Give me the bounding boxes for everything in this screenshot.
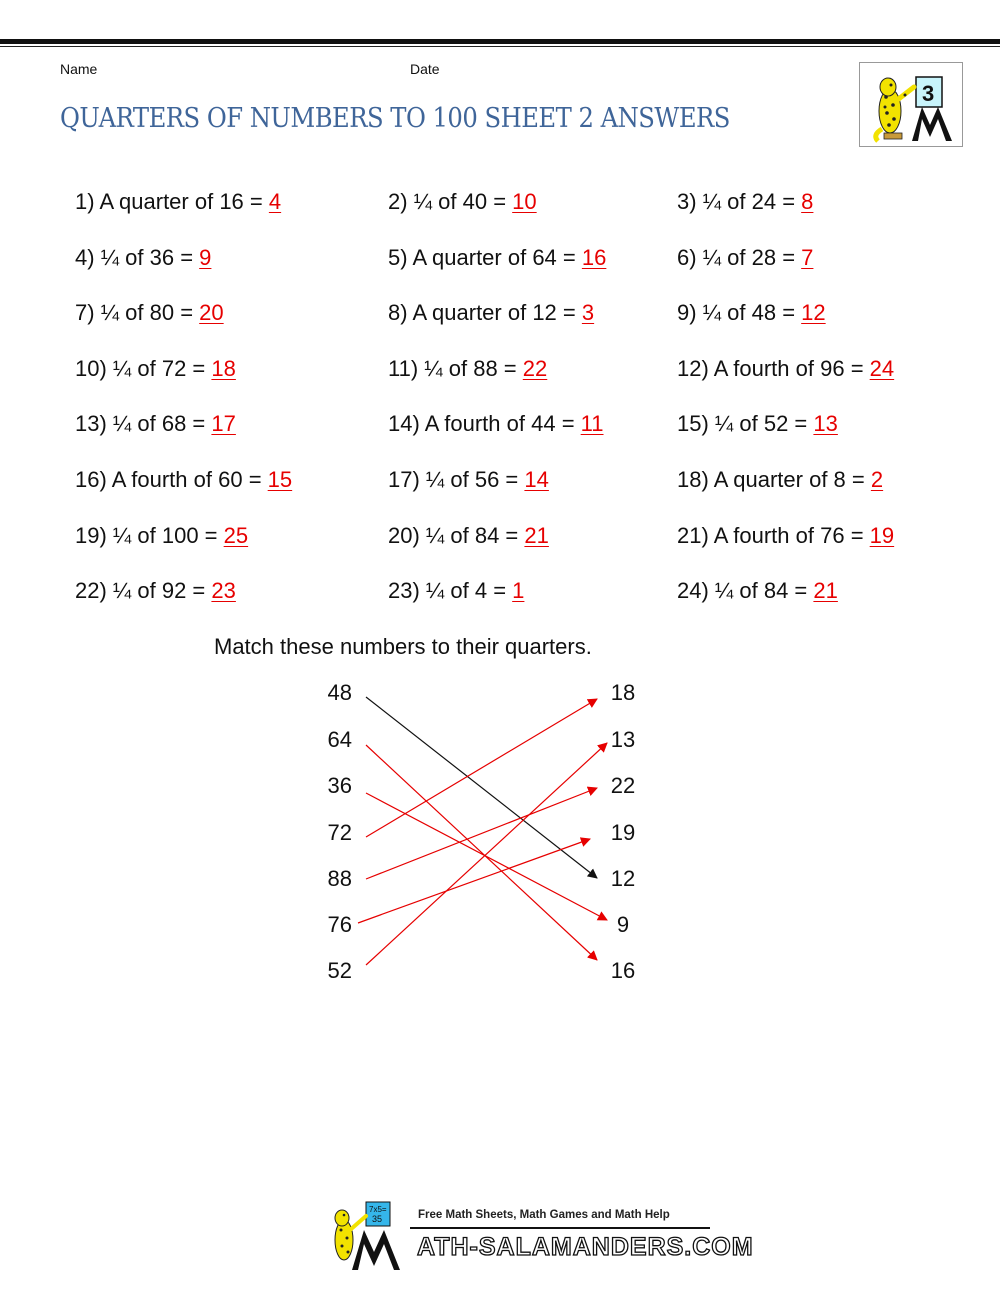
question-text: A fourth of 76 = bbox=[713, 523, 864, 548]
arrow-64-to-16 bbox=[366, 745, 597, 960]
date-label: Date bbox=[410, 61, 440, 77]
question-number: 17) bbox=[388, 467, 420, 492]
question-number: 16) bbox=[75, 467, 107, 492]
match-left-number: 52 bbox=[327, 958, 352, 983]
question-text: ¼ of 84 = bbox=[425, 523, 519, 548]
match-right-number: 16 bbox=[610, 958, 636, 983]
question-number: 2) bbox=[388, 189, 408, 214]
question-number: 14) bbox=[388, 411, 420, 436]
question-number: 12) bbox=[677, 356, 709, 381]
answer-value: 17 bbox=[211, 411, 236, 436]
answer-value: 22 bbox=[522, 356, 548, 381]
question-number: 3) bbox=[677, 189, 697, 214]
arrow-76-to-19 bbox=[358, 839, 590, 923]
question-text: ¼ of 40 = bbox=[413, 189, 507, 214]
page-title: QUARTERS OF NUMBERS TO 100 SHEET 2 ANSWERS bbox=[60, 103, 730, 134]
match-left-number: 72 bbox=[327, 820, 352, 845]
answer-value: 1 bbox=[512, 578, 525, 603]
svg-text:35: 35 bbox=[372, 1214, 383, 1224]
question-text: ¼ of 92 = bbox=[112, 578, 206, 603]
answer-value: 16 bbox=[581, 245, 607, 270]
arrow-72-to-18 bbox=[366, 699, 597, 837]
answer-value: 18 bbox=[211, 356, 236, 381]
question-text: ¼ of 48 = bbox=[702, 300, 796, 325]
answer-value: 2 bbox=[870, 467, 884, 492]
footer-divider bbox=[410, 1227, 710, 1229]
name-label: Name bbox=[60, 61, 98, 77]
answer-value: 11 bbox=[580, 411, 604, 436]
question-number: 11) bbox=[388, 356, 419, 381]
match-right-number: 22 bbox=[610, 773, 636, 798]
answer-value: 21 bbox=[524, 523, 549, 548]
question-number: 6) bbox=[677, 245, 697, 270]
answer-value: 19 bbox=[869, 523, 895, 548]
answer-value: 20 bbox=[199, 300, 224, 325]
question-number: 21) bbox=[677, 523, 709, 548]
question-text: A fourth of 96 = bbox=[713, 356, 864, 381]
question-text: ¼ of 100 = bbox=[112, 523, 218, 548]
arrow-88-to-22 bbox=[366, 788, 597, 879]
question-number: 15) bbox=[677, 411, 709, 436]
question-text: A quarter of 8 = bbox=[713, 467, 865, 492]
answer-value: 10 bbox=[512, 189, 537, 214]
question-text: ¼ of 4 = bbox=[425, 578, 507, 603]
question-number: 10) bbox=[75, 356, 107, 381]
match-left-number: 76 bbox=[327, 912, 352, 937]
footer-brand bbox=[322, 1200, 754, 1272]
question-text: A fourth of 60 = bbox=[111, 467, 262, 492]
arrow-48-to-12 bbox=[366, 697, 597, 878]
question-number: 20) bbox=[388, 523, 420, 548]
answer-value: 15 bbox=[267, 467, 293, 492]
question-text: ¼ of 72 = bbox=[112, 356, 206, 381]
match-right-number: 13 bbox=[610, 727, 636, 752]
answer-value: 7 bbox=[801, 245, 814, 270]
grade-number: 3 bbox=[922, 81, 935, 106]
footer-salamander-icon bbox=[322, 1200, 412, 1272]
question-text: A quarter of 12 = bbox=[412, 300, 576, 325]
answer-value: 25 bbox=[223, 523, 249, 548]
svg-text:7x5=: 7x5= bbox=[369, 1205, 387, 1214]
match-right-number: 18 bbox=[610, 680, 636, 705]
question-number: 7) bbox=[75, 300, 95, 325]
question-text: ¼ of 56 = bbox=[425, 467, 519, 492]
question-number: 5) bbox=[388, 245, 408, 270]
answer-value: 9 bbox=[199, 245, 212, 270]
answer-value: 4 bbox=[268, 189, 282, 214]
answer-value: 23 bbox=[211, 578, 236, 603]
arrow-52-to-13 bbox=[366, 743, 607, 965]
question-text: ¼ of 24 = bbox=[702, 189, 796, 214]
question-number: 9) bbox=[677, 300, 697, 325]
question-number: 8) bbox=[388, 300, 408, 325]
question-text: ¼ of 88 = bbox=[424, 356, 517, 381]
answer-value: 3 bbox=[581, 300, 595, 325]
question-text: A quarter of 64 = bbox=[412, 245, 576, 270]
footer-site-name: ATH-SALAMANDERS.COM bbox=[417, 1233, 754, 1261]
footer-tagline: Free Math Sheets, Math Games and Math Help bbox=[418, 1209, 670, 1221]
question-text: ¼ of 68 = bbox=[112, 411, 206, 436]
question-number: 24) bbox=[677, 578, 709, 603]
match-right-number: 9 bbox=[616, 912, 630, 937]
answer-value: 12 bbox=[801, 300, 826, 325]
answer-value: 8 bbox=[801, 189, 814, 214]
question-number: 4) bbox=[75, 245, 95, 270]
answer-value: 24 bbox=[869, 356, 895, 381]
question-text: A quarter of 16 = bbox=[99, 189, 263, 214]
match-right-number: 19 bbox=[610, 820, 636, 845]
match-left-number: 36 bbox=[327, 773, 352, 798]
match-left-number: 48 bbox=[327, 680, 352, 705]
question-text: ¼ of 80 = bbox=[100, 300, 194, 325]
question-number: 22) bbox=[75, 578, 107, 603]
question-number: 23) bbox=[388, 578, 420, 603]
matching-instruction: Match these numbers to their quarters. bbox=[214, 634, 592, 659]
question-text: ¼ of 84 = bbox=[714, 578, 808, 603]
match-left-number: 88 bbox=[327, 866, 352, 891]
answer-value: 14 bbox=[524, 467, 549, 492]
question-text: ¼ of 28 = bbox=[702, 245, 796, 270]
answer-value: 21 bbox=[813, 578, 838, 603]
match-right-number: 12 bbox=[610, 866, 636, 891]
question-number: 18) bbox=[677, 467, 709, 492]
match-left-number: 64 bbox=[327, 727, 352, 752]
arrow-36-to-9 bbox=[366, 793, 607, 920]
question-text: A fourth of 44 = bbox=[424, 411, 575, 436]
question-number: 1) bbox=[75, 189, 95, 214]
question-text: ¼ of 36 = bbox=[100, 245, 194, 270]
question-number: 13) bbox=[75, 411, 107, 436]
question-text: ¼ of 52 = bbox=[714, 411, 808, 436]
answer-value: 13 bbox=[813, 411, 838, 436]
question-number: 19) bbox=[75, 523, 107, 548]
